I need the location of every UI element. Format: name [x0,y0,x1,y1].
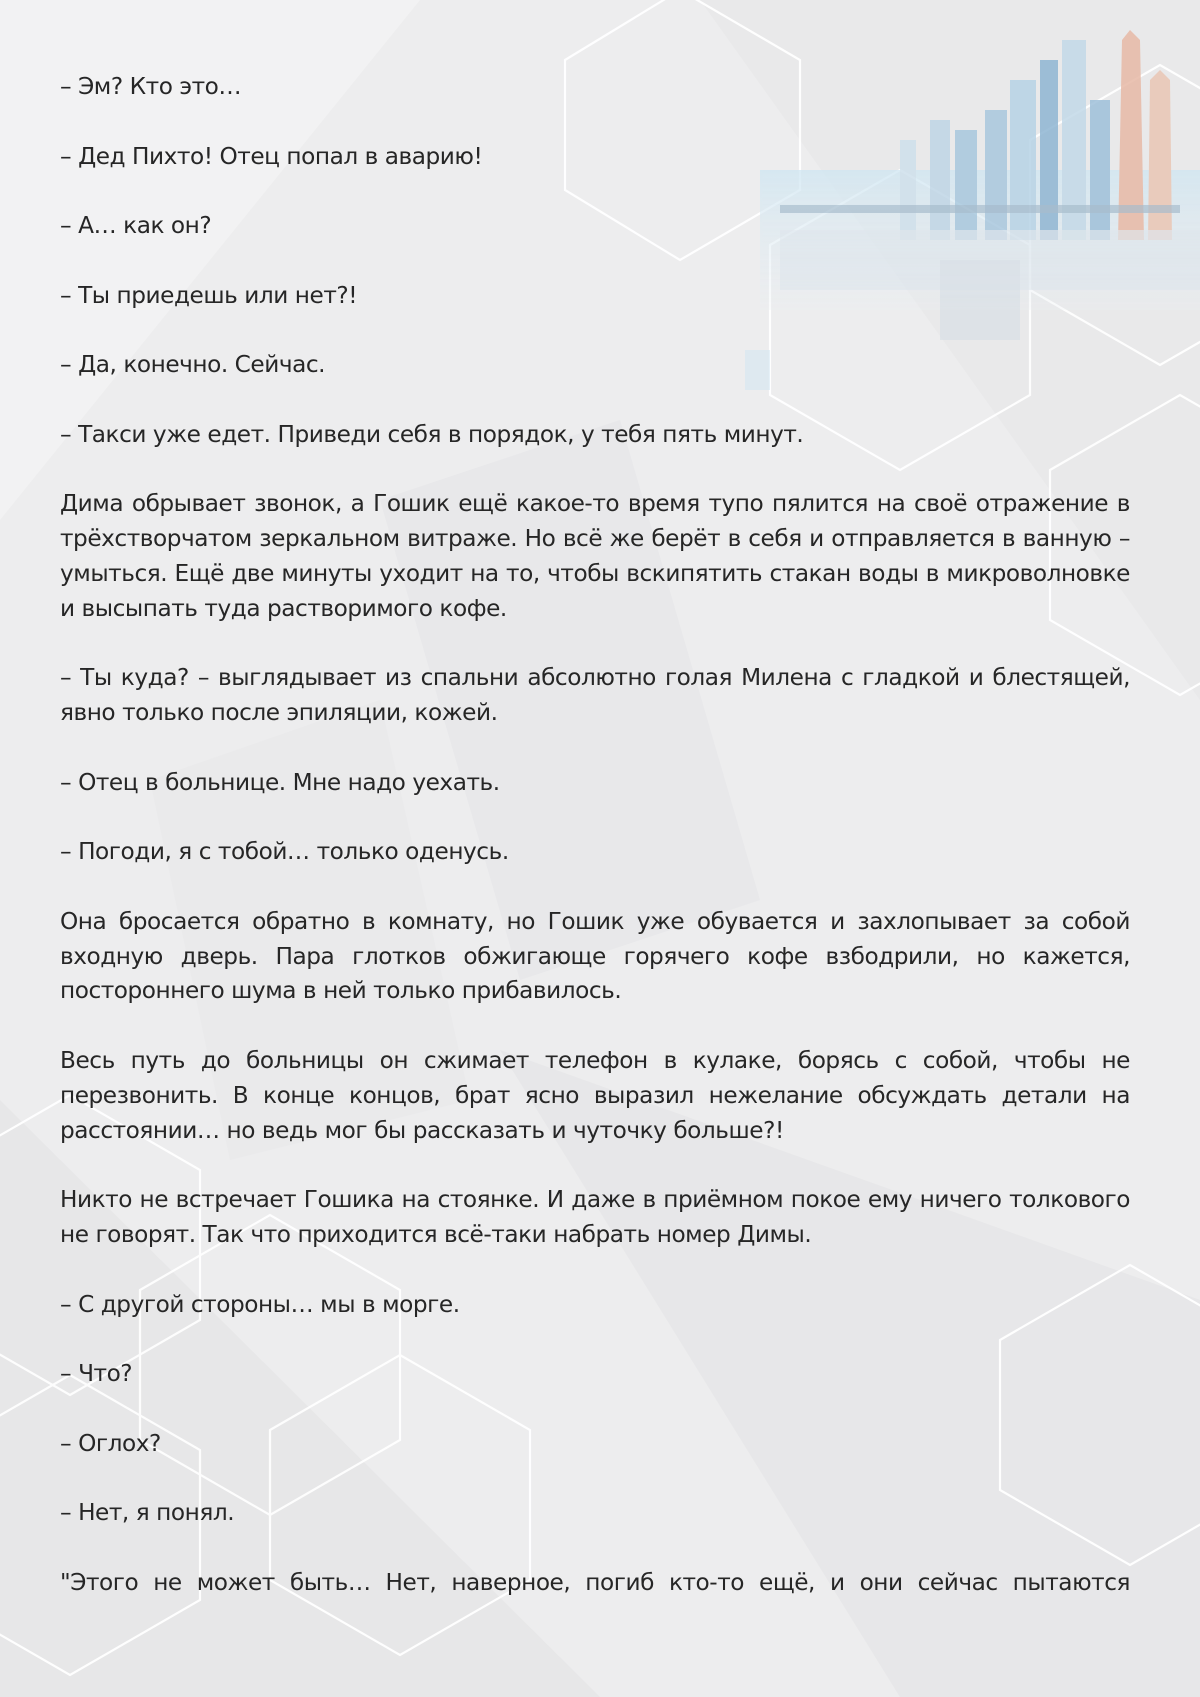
narrative-paragraph: Никто не встречает Гошика на стоянке. И даже в приёмном покое ему ничего толкового не говорят. Так что приходится всё-таки набрать номер Димы. [60,1186,1130,1249]
dialogue-line: – Эм? Кто это… [60,73,242,100]
dialogue-line: – Да, конечно. Сейчас. [60,351,326,378]
dialogue-line: – Отец в больнице. Мне надо уехать. [60,768,500,796]
dialogue-line: – А… как он? [60,212,212,239]
dialogue-line: – Оглох? [60,1429,161,1457]
document-body [60,70,1130,1601]
narrative-paragraph: Дима обрывает звонок, а Гошик ещё какое-то время тупо пялится на своё отражение в трёхстворчатом зеркальном витраже. Но всё же берёт в себя и отправляется в ванную – умыться. Ещё две минуты уходит на то, чтобы вскипятить стакан воды в микроволновке и высыпать туда растворимого кофе. [60,490,1130,622]
narrative-paragraph: Она бросается обратно в комнату, но Гошик уже обувается и захлопывает за собой входную дверь. Пара глотков обжигающе горячего кофе взбодрили, но кажется, постороннего шума в ней только прибавилось. [60,907,1130,1005]
dialogue-line: – Что? [60,1360,133,1388]
dialogue-line: – Ты приедешь или нет?! [60,281,358,309]
dialogue-line: – Такси уже едет. Приведи себя в порядок, у тебя пять минут. [60,420,804,448]
dialogue-line: – Погоди, я с тобой… только оденусь. [60,838,509,866]
narrative-paragraph: Весь путь до больницы он сжимает телефон в кулаке, борясь с собой, чтобы не перезвонить. В конце концов, брат ясно выразил нежелание обсуждать детали на расстоянии… но ведь мог бы рассказать и чуточку больше?! [60,1046,1130,1144]
dialogue-line: – Нет, я понял. [60,1499,235,1527]
narrative-paragraph: "Этого не может быть… Нет, наверное, погиб кто-то ещё, и они сейчас пытаются [60,1568,1130,1596]
dialogue-line: – С другой стороны… мы в морге. [60,1290,460,1318]
dialogue-line: – Ты куда? – выглядывает из спальни абсолютно голая Милена с гладкой и блестящей, явно только после эпиляции, кожей. [60,664,1130,727]
dialogue-line: – Дед Пихто! Отец попал в аварию! [60,142,483,170]
